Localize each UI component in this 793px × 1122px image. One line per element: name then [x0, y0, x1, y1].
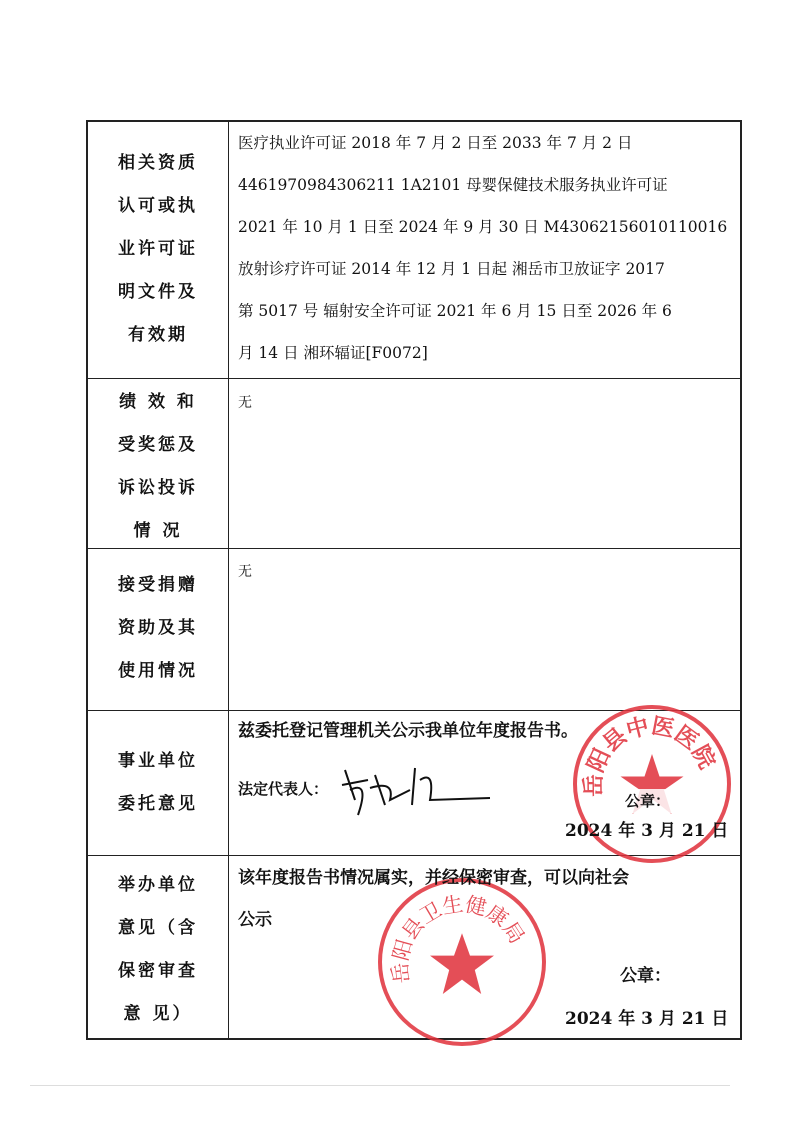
label-sponsor-opinion: [88, 864, 228, 1036]
seal-label: 公章：: [620, 966, 671, 986]
entrustment-text: 兹委托登记管理机关公示我单位年度报告书。: [238, 721, 578, 741]
label-line: 业许可证: [118, 239, 198, 259]
label-qualifications: [88, 142, 228, 357]
content-line: 第 5017 号 辐射安全许可证 2021 年 6 月 15 日至 2026 年 6: [238, 302, 672, 320]
label-line: 明文件及: [118, 282, 198, 302]
label-line: 绩 效 和: [119, 392, 197, 412]
qualifications-content: [238, 122, 727, 374]
content-line: 放射诊疗许可证 2014 年 12 月 1 日起 湘岳市卫放证字 2017: [238, 260, 665, 278]
label-performance: [88, 381, 228, 553]
row-divider: [86, 378, 742, 379]
entrustment-date: 2024 年 3 月 21 日: [565, 821, 729, 841]
content-line: 医疗执业许可证 2018 年 7 月 2 日至 2033 年 7 月 2 日: [238, 134, 633, 152]
donations-content: 无: [238, 564, 252, 580]
seal-label: 公章：: [622, 789, 673, 813]
label-donations: [88, 564, 228, 693]
content-line: 公示: [238, 910, 272, 930]
sponsor-date: 2024 年 3 月 21 日: [565, 1009, 729, 1029]
svg-text:岳阳县中医医院: 岳阳县中医医院: [580, 712, 720, 797]
label-line: 意 见）: [123, 1004, 193, 1024]
content-line: 2021 年 10 月 1 日至 2024 年 9 月 30 日 M43062156010110016: [238, 218, 728, 236]
label-line: 认可或执: [118, 196, 198, 216]
svg-text:岳阳县卫生健康局: 岳阳县卫生健康局: [387, 891, 530, 985]
label-line: 保密审查: [118, 961, 198, 981]
legal-rep-label: 法定代表人：: [238, 780, 329, 798]
content-line: 该年度报告书情况属实，并经保密审查，可以向社会: [238, 868, 629, 888]
label-line: 情 况: [133, 521, 183, 541]
label-line: 意见（含: [118, 918, 198, 938]
label-line: 相关资质: [118, 153, 198, 173]
column-divider: [228, 120, 229, 1040]
signature: [340, 760, 500, 820]
performance-content: 无: [238, 395, 252, 411]
label-line: 接受捐赠: [118, 575, 198, 595]
label-line: 诉讼投诉: [118, 478, 198, 498]
content-line: 月 14 日 湘环辐证[F0072]: [238, 344, 428, 362]
label-line: 事业单位: [118, 751, 198, 771]
label-line: 资助及其: [118, 618, 198, 638]
label-line: 使用情况: [118, 661, 198, 681]
label-unit-entrustment: [88, 740, 228, 826]
label-line: 有效期: [128, 325, 188, 345]
label-line: 受奖惩及: [118, 435, 198, 455]
label-line: 委托意见: [118, 794, 198, 814]
scan-edge: [30, 1085, 730, 1086]
content-line: 4461970984306211 1A2101 母婴保健技术服务执业许可证: [238, 176, 668, 194]
label-line: 举办单位: [118, 875, 198, 895]
sponsor-opinion-text: [238, 857, 629, 941]
